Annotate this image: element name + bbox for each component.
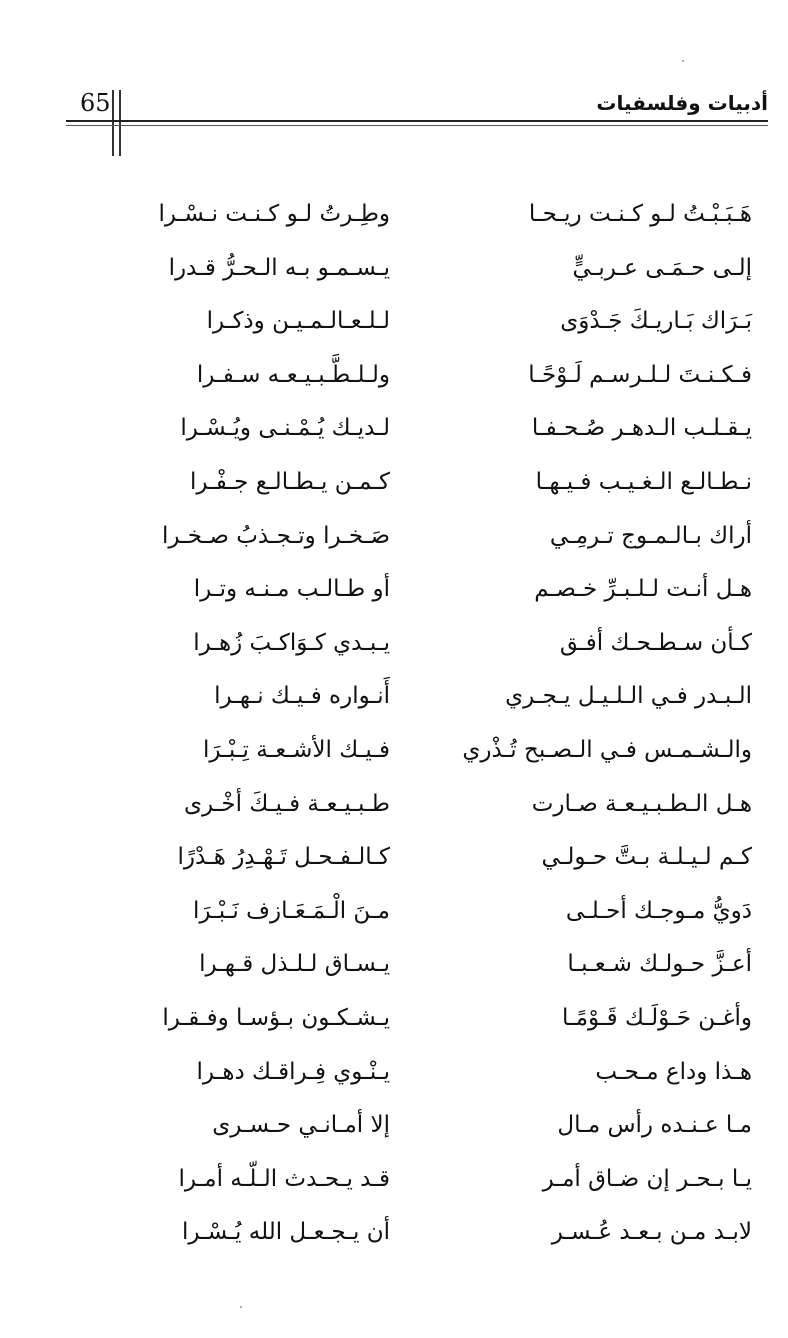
verse-first-hemistich: نـطـالـع الـغـيـب فـيـهـا (535, 468, 752, 495)
verse-first-hemistich: لابـد مـن بـعـد عُـسـر (551, 1219, 752, 1246)
verse-first-hemistich: وأغـن حَـوْلَـك قَـوْمًـا (561, 1004, 752, 1031)
header-vertical-rule (112, 90, 121, 156)
verse-second-hemistich: أو طـالـب مـنـه وتـرا (193, 576, 390, 603)
verse-second-hemistich: أن يـجـعـل الله يُـسْـرا (181, 1219, 390, 1246)
verse-first-hemistich: والـشـمـس فـي الـصـبح تُـذْري (462, 736, 752, 763)
verse-second-hemistich: يـسـمـو بـه الـحـرُّ قـدرا (168, 254, 390, 281)
verse-second-hemistich: مـنَ الْـمَـعَـازف نَـبْـرَا (192, 897, 390, 924)
verse-first-hemistich: فـكـنـتَ لـلـرسـم لَـوْحًـا (528, 361, 752, 388)
verse-first-hemistich: إلـى حـمَـى عـربـيٍّ (572, 254, 752, 281)
running-title: أدبيات وفلسفيات (596, 91, 768, 115)
page-number: 65 (80, 89, 111, 117)
verse-first-hemistich: يـقـلـب الـدهـر صُـحـفـا (531, 415, 752, 442)
verse-first-hemistich: هـذا وداع مـحـب (595, 1058, 752, 1085)
verse (60, 1210, 760, 1264)
verse (60, 299, 760, 353)
verse-second-hemistich: يـسـاق لـلـذل قـهـرا (199, 951, 390, 978)
verse-second-hemistich: صَـخـرا وتـجـذبُ صـخـرا (161, 522, 390, 549)
verse-second-hemistich: فـيـك الأشـعـة تِـبْـرَا (203, 736, 390, 763)
verse-second-hemistich: لـديـك يُـمْـنـى ويُـسْـرا (180, 415, 390, 442)
verse-second-hemistich: يـشـكـون بـؤسـا وفـقـرا (162, 1004, 390, 1031)
verse (60, 192, 760, 246)
verse (60, 996, 760, 1050)
scan-speck (682, 60, 684, 62)
verse (60, 406, 760, 460)
verse-second-hemistich: يـبـدي كـوَاكـبَ زُهـرا (193, 629, 390, 656)
verse-second-hemistich: إلا أمـانـي حـسـرى (212, 1112, 390, 1139)
verse (60, 674, 760, 728)
verse (60, 246, 760, 300)
verse-first-hemistich: هَـبَـبْـتُ لـو كـنـت ريـحـا (528, 201, 752, 227)
verse-first-hemistich: بَـرَاك بَـاريـكَ جَـدْوَى (560, 308, 752, 335)
verse-second-hemistich: لـلـعـالـمـيـن وذكـرا (206, 308, 390, 335)
verse (60, 782, 760, 836)
verse (60, 621, 760, 675)
verse (60, 1157, 760, 1211)
verse-first-hemistich: هـل الـطـبـيـعـة صـارت (531, 790, 752, 817)
header-rule-thin (66, 125, 768, 126)
verse (60, 514, 760, 568)
verse-second-hemistich: قـد يـحـدث الـلّـه أمـرا (178, 1165, 390, 1192)
header-rule (66, 120, 768, 122)
verse (60, 889, 760, 943)
scan-speck (240, 1306, 242, 1308)
verse-first-hemistich: هـل أنـت لـلـبـرِّ خـصـم (534, 576, 752, 603)
verse-first-hemistich: الـبـدر فـي الـلـيـل يـجـري (505, 683, 752, 710)
verse-first-hemistich: يـا بـحـر إن ضـاق أمـر (542, 1165, 752, 1192)
verse-first-hemistich: مـا عـنـده رأس مـال (557, 1112, 752, 1139)
verse (60, 1050, 760, 1104)
verse-first-hemistich: دَويُّ مـوجـك أحـلـى (565, 897, 752, 924)
verse (60, 353, 760, 407)
verse-first-hemistich: أعـزَّ حـولـك شـعـبـا (567, 951, 752, 978)
verse-second-hemistich: ولـلـطَّـبـيـعـه سـفـرا (196, 361, 390, 388)
verse-first-hemistich: أراك بـالـمـوج تـرمِـي (549, 522, 752, 549)
verse-second-hemistich: كـمـن يـطـالـع جـفْـرا (189, 468, 390, 495)
verse (60, 728, 760, 782)
verse-second-hemistich: وطِـرتُ لـو كـنـت نـسْـرا (158, 201, 390, 227)
verse-second-hemistich: يـنْـوي فِـراقـك دهـرا (196, 1058, 390, 1085)
verse-first-hemistich: كـأن سـطـحـك أفـق (559, 629, 752, 656)
verse-second-hemistich: كـالـفـحـل تَـهْـدِرُ هَـدْرًا (177, 844, 390, 871)
verse-first-hemistich: كـم لـيـلـة بـتَّ حـولـي (541, 844, 752, 871)
verse-second-hemistich: أَنـواره فـيـك نـهـرا (214, 683, 390, 710)
verse (60, 942, 760, 996)
verse (60, 1103, 760, 1157)
poem (60, 192, 760, 1264)
verse (60, 835, 760, 889)
verse (60, 460, 760, 514)
verse (60, 567, 760, 621)
verse-second-hemistich: طـبـيـعـة فـيـكَ أخْـرى (183, 790, 390, 817)
